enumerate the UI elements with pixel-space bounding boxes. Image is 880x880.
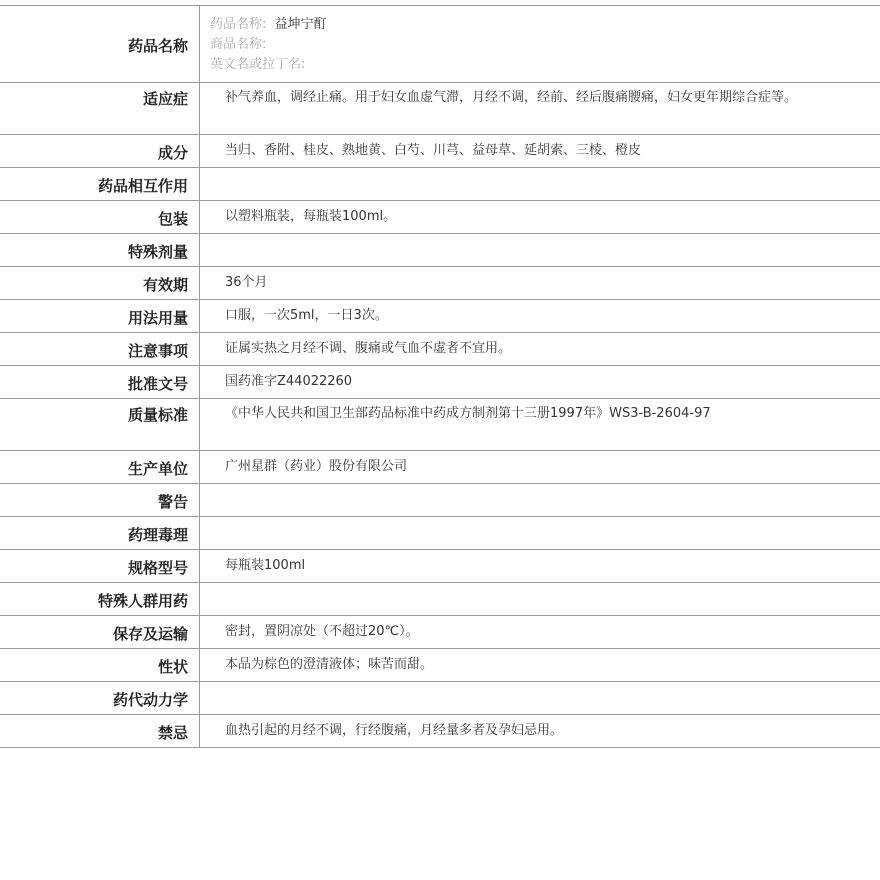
manufacturer-label: 生产单位 — [0, 451, 200, 483]
trade-name-line — [210, 35, 820, 55]
dosage-value: 口服，一次5ml，一日3次。 — [225, 308, 388, 323]
ingredients-value: 当归、香附、桂皮、熟地黄、白芍、川芎、益母草、延胡索、三棱、橙皮 — [225, 143, 642, 158]
storage-label: 保存及运输 — [0, 616, 200, 648]
specification-value: 每瓶装100ml — [225, 558, 306, 573]
special-population-value — [200, 583, 880, 615]
contraindications-label: 禁忌 — [0, 715, 200, 747]
dosage-row — [0, 300, 880, 333]
precautions-label: 注意事项 — [0, 333, 200, 365]
warning-value — [200, 484, 880, 516]
generic-name-key: 药品名称: — [210, 17, 267, 32]
special-dosage-label: 特殊剂量 — [0, 234, 200, 266]
latin-name-line — [210, 55, 820, 75]
precautions-row — [0, 333, 880, 366]
shelf-life-label: 有效期 — [0, 267, 200, 299]
trade-name-key: 商品名称: — [210, 37, 267, 52]
drug-info-table — [0, 5, 880, 748]
packaging-label: 包装 — [0, 201, 200, 233]
quality-standard-value: 《中华人民共和国卫生部药品标准中药成方制剂第十三册1997年》WS3-B-2604-97 — [225, 406, 711, 421]
special-dosage-row — [0, 234, 880, 267]
pharmacology-label: 药理毒理 — [0, 517, 200, 549]
latin-name-key: 英文名或拉丁名: — [210, 57, 306, 72]
description-label: 性状 — [0, 649, 200, 681]
precautions-value: 证属实热之月经不调、腹痛或气血不虚者不宜用。 — [225, 341, 512, 356]
manufacturer-value: 广州星群（药业）股份有限公司 — [225, 459, 408, 474]
specification-label: 规格型号 — [0, 550, 200, 582]
pharmacokinetics-value — [200, 682, 880, 714]
quality-standard-row — [0, 399, 880, 451]
specification-row — [0, 550, 880, 583]
generic-name-line — [210, 15, 820, 35]
storage-row — [0, 616, 880, 649]
quality-standard-label: 质量标准 — [0, 399, 200, 450]
approval-number-value: 国药准字Z44022260 — [225, 374, 353, 389]
warning-label: 警告 — [0, 484, 200, 516]
contraindications-value: 血热引起的月经不调，行经腹痛，月经量多者及孕妇忌用。 — [225, 723, 564, 738]
description-value: 本品为棕色的澄清液体；味苦而甜。 — [225, 657, 434, 672]
warning-row — [0, 484, 880, 517]
generic-name-value: 益坤宁酊 — [274, 17, 327, 32]
dosage-label: 用法用量 — [0, 300, 200, 332]
ingredients-label: 成分 — [0, 135, 200, 167]
interactions-value — [200, 168, 880, 200]
ingredients-row — [0, 135, 880, 168]
storage-value: 密封，置阴凉处（不超过20℃）。 — [225, 624, 419, 639]
interactions-row — [0, 168, 880, 201]
packaging-value: 以塑料瓶装，每瓶装100ml。 — [225, 209, 397, 224]
pharmacology-value — [200, 517, 880, 549]
approval-number-row — [0, 366, 880, 399]
pharmacokinetics-label: 药代动力学 — [0, 682, 200, 714]
shelf-life-row — [0, 267, 880, 300]
interactions-label: 药品相互作用 — [0, 168, 200, 200]
special-dosage-value — [200, 234, 880, 266]
drug-name-label: 药品名称 — [0, 6, 200, 82]
contraindications-row — [0, 715, 880, 748]
drug-name-values — [200, 6, 880, 82]
description-row — [0, 649, 880, 682]
manufacturer-row — [0, 451, 880, 484]
special-population-row — [0, 583, 880, 616]
drug-name-row — [0, 5, 880, 83]
indications-label: 适应症 — [0, 83, 200, 134]
pharmacokinetics-row — [0, 682, 880, 715]
indications-value: 补气养血，调经止痛。用于妇女血虚气滞，月经不调，经前、经后腹痛腰痛，妇女更年期综合症等。 — [225, 90, 798, 105]
approval-number-label: 批准文号 — [0, 366, 200, 398]
packaging-row — [0, 201, 880, 234]
special-population-label: 特殊人群用药 — [0, 583, 200, 615]
pharmacology-row — [0, 517, 880, 550]
indications-row — [0, 83, 880, 135]
shelf-life-value: 36个月 — [225, 275, 268, 290]
